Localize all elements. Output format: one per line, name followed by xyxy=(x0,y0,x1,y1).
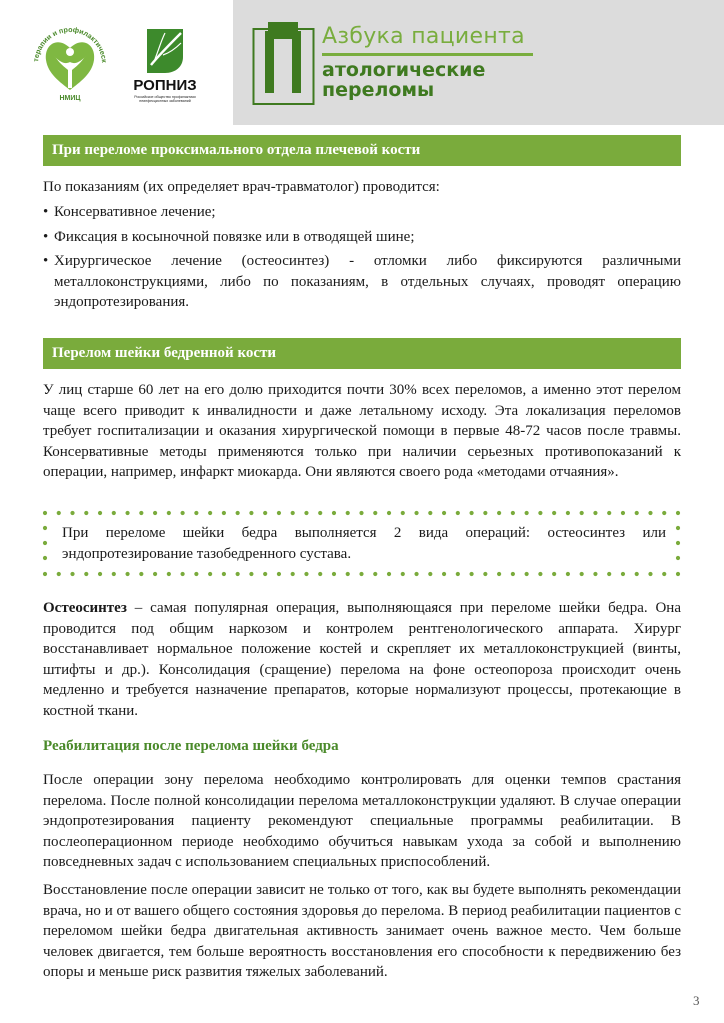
border-dot xyxy=(98,572,102,576)
border-dot xyxy=(497,511,501,515)
border-dot xyxy=(593,572,597,576)
border-dot xyxy=(676,526,680,530)
border-dot xyxy=(194,572,198,576)
border-dot xyxy=(552,511,556,515)
border-dot xyxy=(57,511,61,515)
border-dot xyxy=(277,511,281,515)
section-heading-rehab: Реабилитация после перелома шейки бедра xyxy=(43,738,339,754)
border-dot xyxy=(43,511,47,515)
border-dot xyxy=(277,572,281,576)
border-dot xyxy=(469,511,473,515)
border-dot xyxy=(621,511,625,515)
ropniz-name: РОПНИЗ xyxy=(133,77,197,94)
border-dot xyxy=(222,511,226,515)
osteosynthesis-term: Остеосинтез xyxy=(43,600,127,616)
border-dot xyxy=(332,572,336,576)
border-dot xyxy=(387,572,391,576)
list-item: • Хирургическое лечение (остеосинтез) - отломки либо фиксируются различными металлоконструкциями, либо по показаниям, в отдельных случаях, проводят операцию эндопротезирования. xyxy=(43,251,681,313)
border-dot xyxy=(359,572,363,576)
nmic-logo xyxy=(28,18,112,106)
border-dot xyxy=(552,572,556,576)
border-dot xyxy=(70,511,74,515)
border-dot xyxy=(469,572,473,576)
border-dot xyxy=(181,511,185,515)
topic-line-1: атологические xyxy=(322,59,486,81)
border-dot xyxy=(511,511,515,515)
border-dot xyxy=(387,511,391,515)
border-dot xyxy=(291,511,295,515)
border-dot xyxy=(43,572,47,576)
border-dot xyxy=(139,511,143,515)
border-dot xyxy=(676,541,680,545)
osteosynthesis-paragraph xyxy=(43,598,681,721)
border-dot xyxy=(566,572,570,576)
border-dot xyxy=(249,511,253,515)
border-dot xyxy=(263,572,267,576)
border-dot xyxy=(208,572,212,576)
osteosynthesis-text: – самая популярная операция, выполняющаяся при переломе шейки бедра. Она проводится под общим наркозом и контролем рентгенологического аппарата. Хирург восстанавливает нормальное положение костей и скрепляет их металлоконструкцией (винты, штифты и др.). Консолидация (сращение) перелома на фоне остеопороза происходит очень медленно и требуется назначение препаратов, которые нормализуют процессы, протекающие в костной ткани. xyxy=(43,600,681,719)
border-dot xyxy=(676,511,680,515)
border-dot xyxy=(98,511,102,515)
border-dot xyxy=(483,511,487,515)
border-dot xyxy=(84,572,88,576)
rehab-paragraph-2: Восстановление после операции зависит не только от того, как вы будете выполнять рекомендации врача, но и от вашего общего состояния здоровья до перелома. В период реабилитации пациентов с переломом шейки бедра двигательная активность занимает очень важное место. Чем больше человек двигается, тем больше вероятность восстановления его способности к передвижению без опоры и меньше риск развития тяжелых заболеваний. xyxy=(43,882,681,980)
border-dot xyxy=(483,572,487,576)
border-dot xyxy=(208,511,212,515)
callout-text: При переломе шейки бедра выполняется 2 вида операций: остеосинтез или эндопротезирование тазобедренного сустава. xyxy=(62,525,666,562)
border-dot xyxy=(236,572,240,576)
border-dot xyxy=(43,556,47,560)
border-dot xyxy=(566,511,570,515)
border-dot xyxy=(359,511,363,515)
border-dot xyxy=(70,572,74,576)
border-dot xyxy=(580,572,584,576)
border-dot xyxy=(153,511,157,515)
series-topic xyxy=(322,60,485,100)
border-dot xyxy=(249,572,253,576)
list-item: • Фиксация в косыночной повязке или в отводящей шине; xyxy=(43,227,681,248)
border-dot xyxy=(648,511,652,515)
border-dot xyxy=(57,572,61,576)
border-dot xyxy=(593,511,597,515)
border-dot xyxy=(112,572,116,576)
border-dot xyxy=(525,572,529,576)
border-dot xyxy=(442,511,446,515)
ropniz-logo xyxy=(125,25,205,105)
section-intro: По показаниям (их определяет врач-травматолог) проводится: xyxy=(43,179,440,195)
border-dot xyxy=(648,572,652,576)
svg-text:НМИЦ: НМИЦ xyxy=(59,95,81,102)
border-dot xyxy=(318,572,322,576)
border-dot xyxy=(538,511,542,515)
border-dot xyxy=(662,511,666,515)
border-dot xyxy=(401,572,405,576)
border-dot xyxy=(304,572,308,576)
border-dot xyxy=(167,511,171,515)
page-number: 3 xyxy=(693,993,700,1008)
border-dot xyxy=(401,511,405,515)
border-dot xyxy=(194,511,198,515)
border-dot xyxy=(373,572,377,576)
list-item: • Консервативное лечение; xyxy=(43,202,681,223)
border-dot xyxy=(346,511,350,515)
border-dot xyxy=(236,511,240,515)
ropniz-subtitle: Российское общество профилактики неинфекционных заболеваний xyxy=(134,95,196,103)
hip-paragraph: У лиц старше 60 лет на его долю приходится почти 30% всех переломов, а именно этот перелом чаще всего приводит к инвалидности и даже летальному исходу. Эта локализация переломов требует госпитализации и оказания хирургической помощи в первые 48-72 часов после травмы. Консервативные методы применяются только при наличии серьезных противопоказаний к операции, например, инфаркт миокарда. Они являются своего рода «методами отчаяния». xyxy=(43,382,681,480)
border-dot xyxy=(43,541,47,545)
border-dot xyxy=(538,572,542,576)
border-dot xyxy=(112,511,116,515)
border-dot xyxy=(580,511,584,515)
border-dot xyxy=(414,511,418,515)
border-dot xyxy=(676,572,680,576)
border-dot xyxy=(304,511,308,515)
border-dot xyxy=(346,572,350,576)
border-dot xyxy=(125,511,129,515)
border-dot xyxy=(635,572,639,576)
border-dot xyxy=(607,511,611,515)
border-dot xyxy=(456,511,460,515)
rehab-paragraph-1: После операции зону перелома необходимо контролировать для оценки темпов срастания перелома. После полной консолидации перелома металлоконструкции удаляют. В случае операции эндопротезирования пациенту рекомендуют специальные программы реабилитации. В послеоперационном периоде необходимо обучиться навыкам ухода за собой и выполнению повседневных задач с использованием специальных приспособлений. xyxy=(43,772,681,870)
topic-line-2: переломы xyxy=(322,79,435,101)
svg-text:терапии и профилактической мед: терапии и профилактическ xyxy=(31,24,109,63)
border-dot xyxy=(525,511,529,515)
section-heading-shoulder: При переломе проксимального отдела плечевой кости xyxy=(43,135,681,166)
border-dot xyxy=(291,572,295,576)
border-dot xyxy=(428,572,432,576)
border-dot xyxy=(662,572,666,576)
border-dot xyxy=(167,572,171,576)
border-dot xyxy=(456,572,460,576)
border-dot xyxy=(373,511,377,515)
border-dot xyxy=(84,511,88,515)
border-dot xyxy=(428,511,432,515)
border-dot xyxy=(607,572,611,576)
treatment-list xyxy=(43,202,681,317)
border-dot xyxy=(497,572,501,576)
border-dot xyxy=(442,572,446,576)
border-dot xyxy=(43,526,47,530)
border-dot xyxy=(139,572,143,576)
series-title: Азбука пациента xyxy=(322,24,525,49)
border-dot xyxy=(222,572,226,576)
series-p-icon xyxy=(252,20,316,106)
border-dot xyxy=(318,511,322,515)
border-dot xyxy=(153,572,157,576)
border-dot xyxy=(635,511,639,515)
border-dot xyxy=(414,572,418,576)
border-dot xyxy=(263,511,267,515)
border-dot xyxy=(511,572,515,576)
border-dot xyxy=(332,511,336,515)
border-dot xyxy=(621,572,625,576)
section-heading-hip: Перелом шейки бедренной кости xyxy=(43,338,681,369)
border-dot xyxy=(181,572,185,576)
series-divider xyxy=(322,53,533,56)
border-dot xyxy=(676,556,680,560)
border-dot xyxy=(125,572,129,576)
